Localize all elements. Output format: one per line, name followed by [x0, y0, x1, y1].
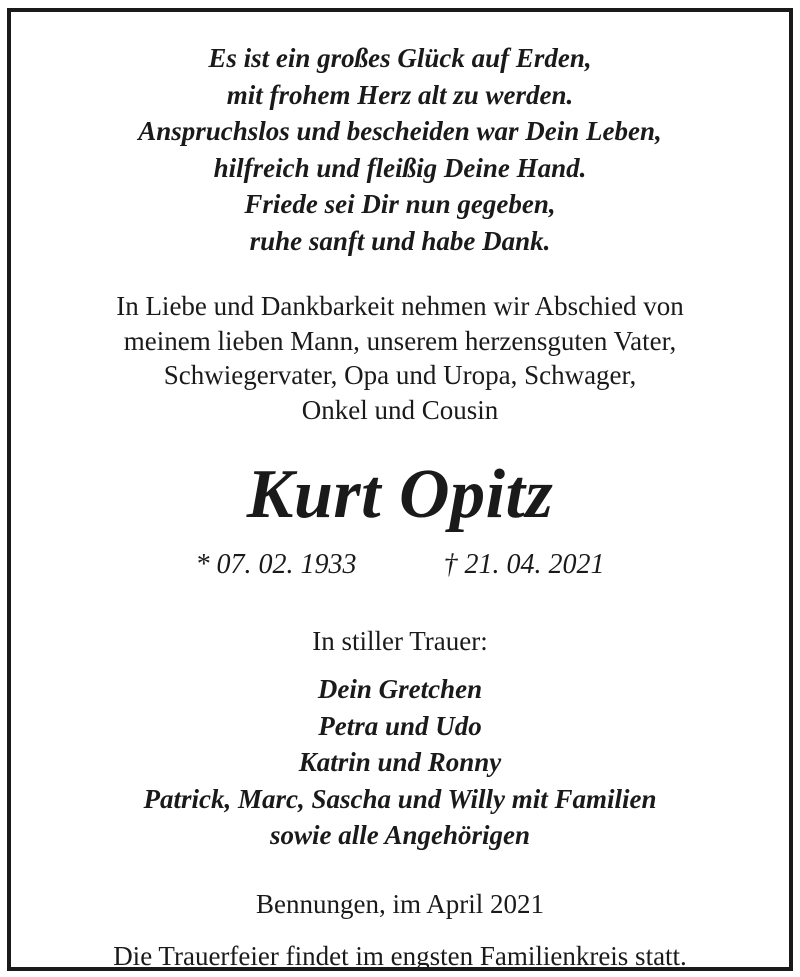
- intro-line: In Liebe und Dankbarkeit nehmen wir Abschied von: [116, 291, 684, 321]
- mourner: sowie alle Angehörigen: [269, 820, 531, 850]
- poem-line: Friede sei Dir nun gegeben,: [244, 189, 556, 219]
- mourning-heading: In stiller Trauer:: [312, 626, 488, 656]
- notice-frame: [7, 8, 793, 971]
- poem: [11, 40, 789, 259]
- farewell-intro: [11, 289, 789, 427]
- mourner: Dein Gretchen: [317, 674, 483, 704]
- poem-line: mit frohem Herz alt zu werden.: [226, 79, 574, 110]
- mourner: Petra und Udo: [318, 710, 482, 741]
- funeral-note: Die Trauerfeier findet im engsten Familienkreis statt.: [113, 940, 687, 971]
- intro-line: meinem lieben Mann, unserem herzensguten Vater,: [123, 325, 677, 356]
- death-date: † 21. 04. 2021: [443, 549, 605, 580]
- poem-line: Anspruchslos und bescheiden war Dein Leben,: [138, 116, 662, 146]
- obituary-content: [11, 12, 789, 974]
- birth-date: * 07. 02. 1933: [195, 549, 357, 580]
- mourner: Katrin und Ronny: [298, 747, 502, 777]
- mourner: Patrick, Marc, Sascha und Willy mit Familien: [143, 783, 657, 814]
- poem-line: hilfreich und fleißig Deine Hand.: [213, 152, 587, 183]
- deceased-name: Kurt Opitz: [246, 456, 554, 533]
- poem-line: Es ist ein großes Glück auf Erden,: [208, 43, 592, 73]
- mourners-list: [11, 671, 789, 854]
- intro-line: Schwiegervater, Opa und Uropa, Schwager,: [163, 360, 637, 390]
- place-date: Bennungen, im April 2021: [256, 888, 544, 919]
- life-dates: [11, 547, 789, 583]
- poem-line: ruhe sanft und habe Dank.: [249, 225, 551, 256]
- intro-line: Onkel und Cousin: [301, 394, 499, 425]
